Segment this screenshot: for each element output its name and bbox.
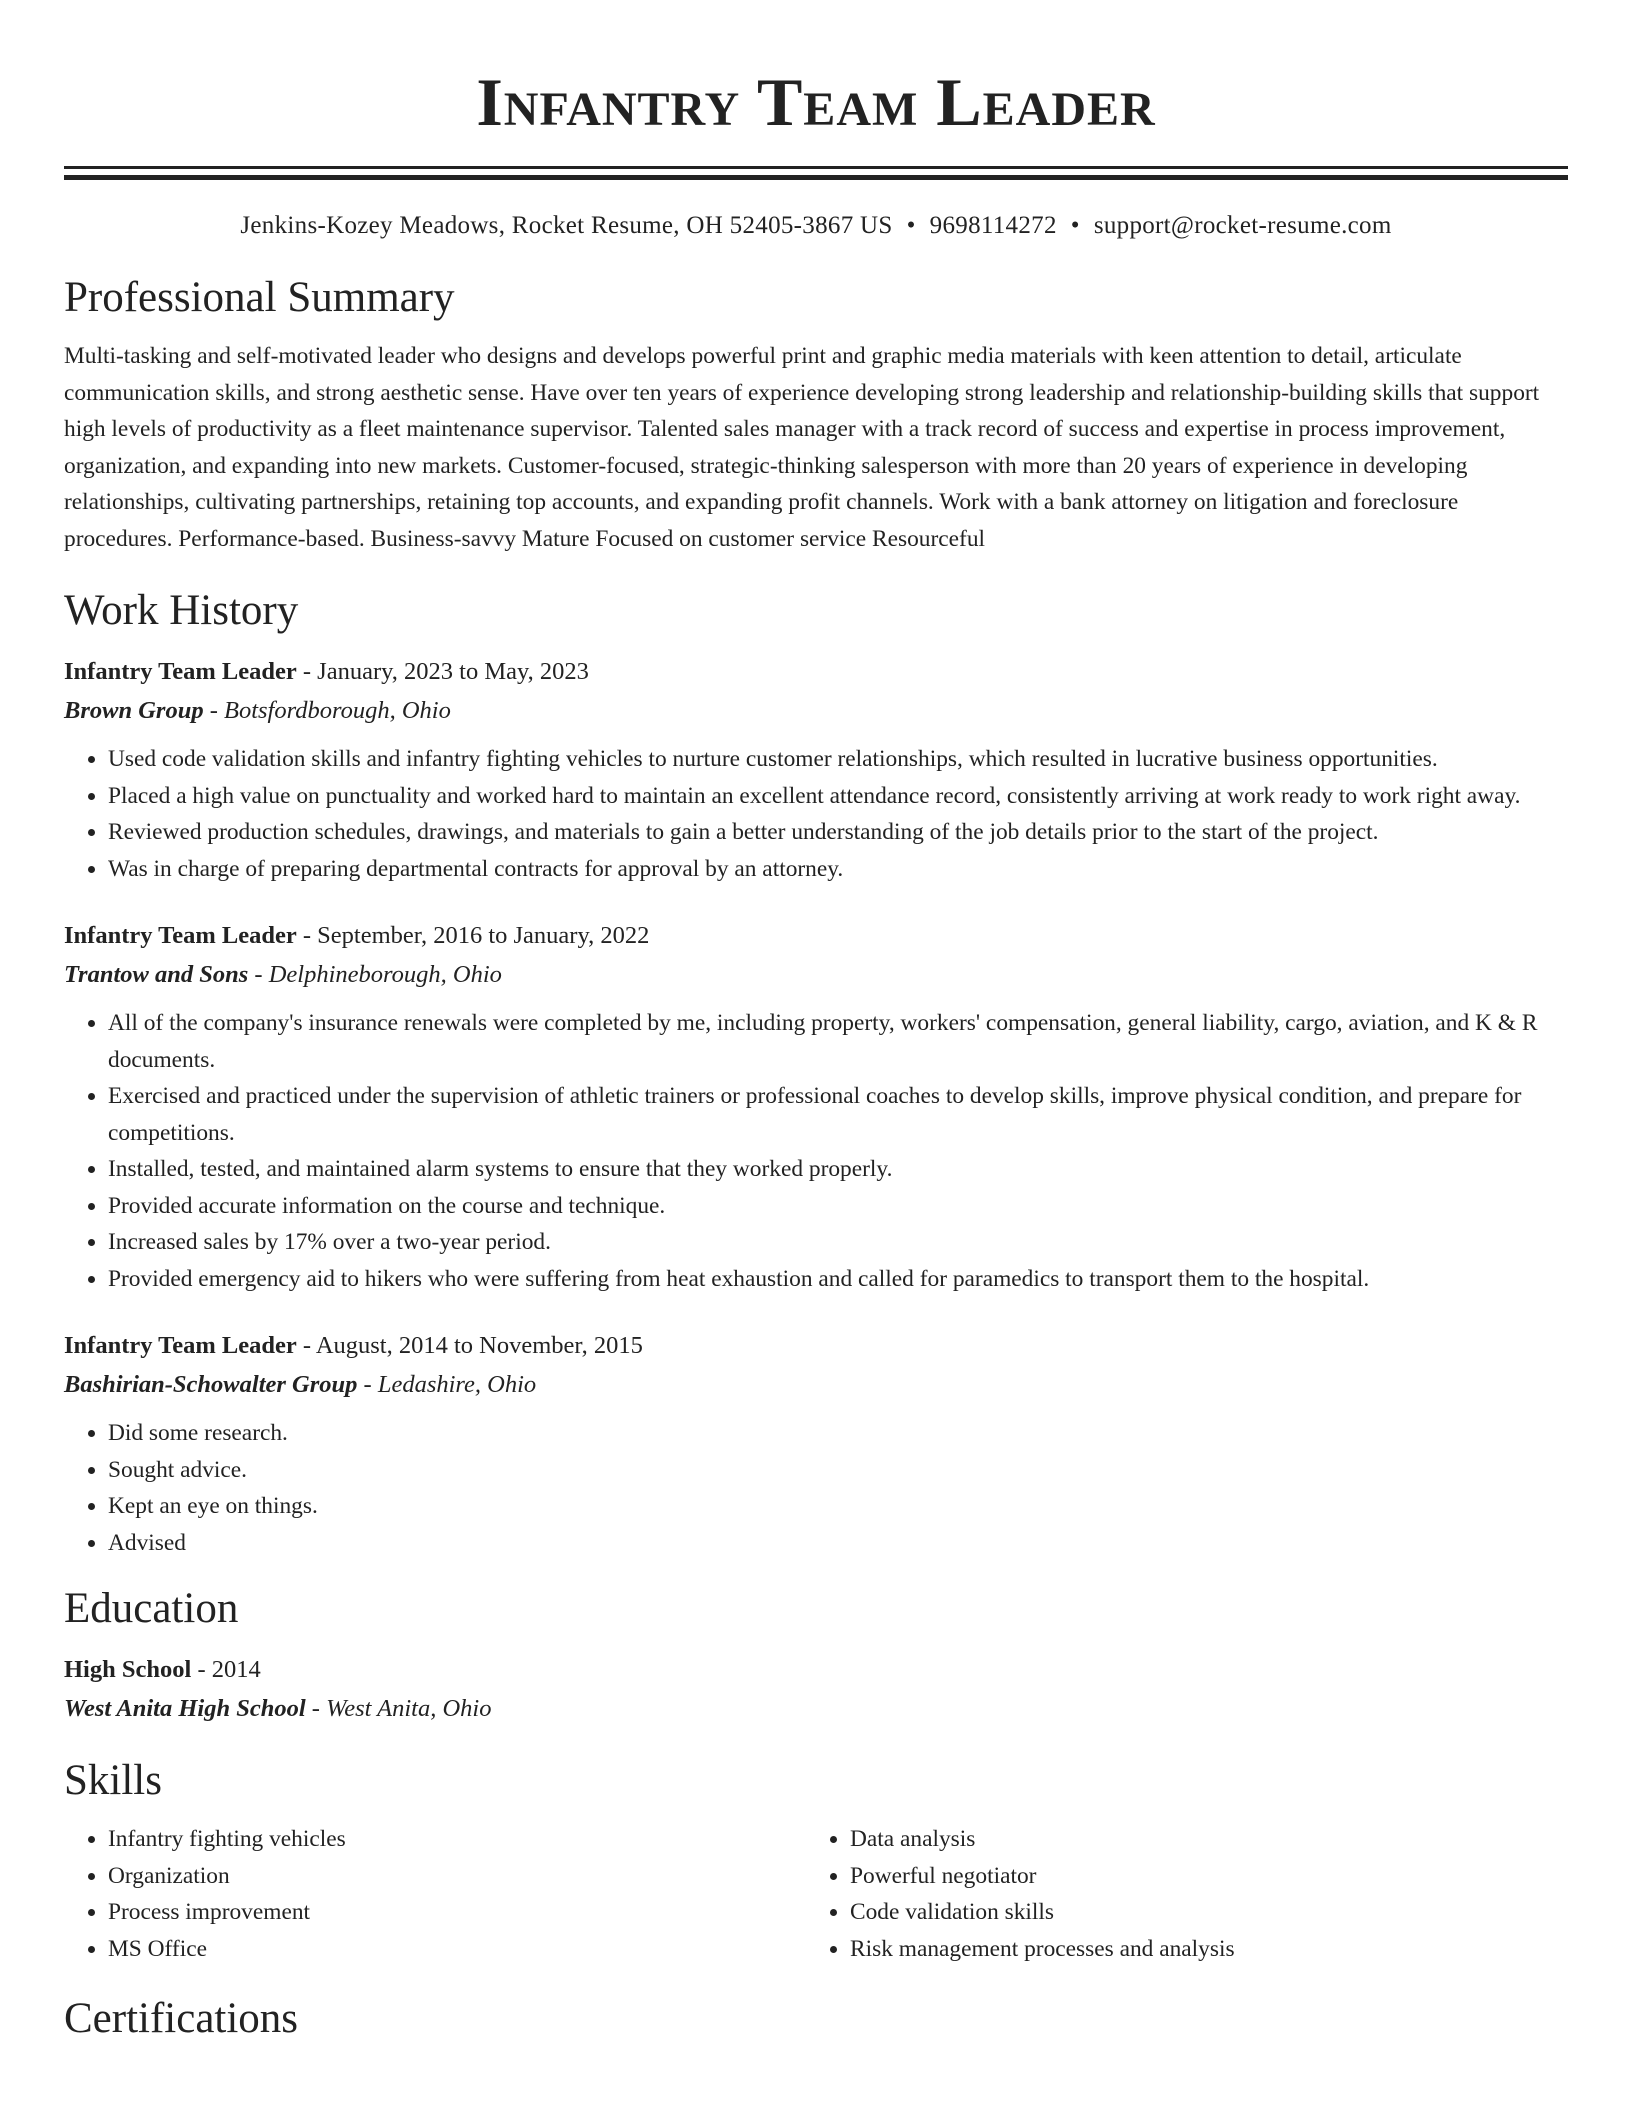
skills-heading: Skills [64,1757,162,1804]
work-history-heading: Work History [64,587,299,634]
education-location: West Anita, Ohio [326,1695,492,1722]
job-company-line: Trantow and Sons - Delphineborough, Ohio [64,961,502,988]
education-school-line: West Anita High School - West Anita, Ohio [64,1695,492,1722]
contact-separator: • [906,212,916,239]
job-company-line: Brown Group - Botsfordborough, Ohio [64,697,451,724]
list-item: • Exercised and practiced under the supervision of athletic trainers or professional coaches to develop skills, improve physical condition, and prepare for competitions. [108,1078,1568,1151]
resume-title: Infantry Team Leader [476,64,1156,140]
list-item: • Reviewed production schedules, drawings, and materials to gain a better understanding of the job details prior to the start of the project. [108,814,1568,851]
list-item: • Powerful negotiator [850,1858,1548,1895]
list-item: • Data analysis [850,1821,1548,1858]
job-bullets [64,1005,1568,1297]
resume-page [64,0,1568,2047]
skills-grid [64,1821,1568,1967]
title-rule-bottom [64,175,1568,180]
skills-list-right [806,1821,1548,1967]
list-item: • Placed a high value on punctuality and worked hard to maintain an excellent attendance record, consistently arriving at work ready to work right away. [108,778,1568,815]
job-dates: January, 2023 to May, 2023 [317,658,589,685]
job-bullets [64,741,1568,887]
job-company: Bashirian-Schowalter Group [64,1371,358,1398]
job-entry [64,1327,1568,1561]
education-degree-line: High School - 2014 [64,1656,261,1683]
job-title-line: Infantry Team Leader - January, 2023 to May, 2023 [64,658,589,685]
list-item: • Did some research. [108,1415,1568,1452]
job-title: Infantry Team Leader [64,658,297,685]
list-item: • Organization [108,1858,806,1895]
job-company-line: Bashirian-Schowalter Group - Ledashire, Ohio [64,1371,537,1398]
education-degree: High School [64,1656,192,1683]
skills-column-left [64,1821,806,1967]
education-entry [64,1651,1568,1729]
list-item: • Kept an eye on things. [108,1488,1568,1525]
job-dates: September, 2016 to January, 2022 [317,922,650,949]
education-school: West Anita High School [64,1695,306,1722]
list-item: • Sought advice. [108,1452,1568,1489]
list-item: • All of the company's insurance renewals were completed by me, including property, workers' compensation, general liability, cargo, aviation, and K & R documents. [108,1005,1568,1078]
job-location: Delphineborough, Ohio [268,961,502,988]
contact-phone: 9698114272 [929,212,1057,239]
list-item: • Code validation skills [850,1894,1548,1931]
skills-column-right [806,1821,1548,1967]
list-item: • Provided emergency aid to hikers who were suffering from heat exhaustion and called for paramedics to transport them to the hospital. [108,1261,1568,1298]
list-item: • MS Office [108,1931,806,1968]
contact-line [64,208,1568,244]
list-item: • Installed, tested, and maintained alarm systems to ensure that they worked properly. [108,1151,1568,1188]
list-item: • Used code validation skills and infantry fighting vehicles to nurture customer relationships, which resulted in lucrative business opportunities. [108,741,1568,778]
summary-text: Multi-tasking and self-motivated leader who designs and develops powerful print and graphic media materials with keen attention to detail, articulate communication skills, and strong aesthetic sense. Have over ten years of experience developing strong leadership and relationship-building skills that support high levels of productivity as a fleet maintenance supervisor. Talented sales manager with a track record of success and expertise in process improvement, organization, and expanding into new markets. Customer-focused, strategic-thinking salesperson with more than 20 years of experience in developing relationships, cultivating partnerships, retaining top accounts, and expanding profit channels. Work with a bank attorney on litigation and foreclosure procedures. Performance-based. Business-savvy Mature Focused on customer service Resourceful [64,343,1540,552]
list-item: • Infantry fighting vehicles [108,1821,806,1858]
list-item: • Advised [108,1525,1568,1562]
job-entry [64,653,1568,887]
list-item: • Was in charge of preparing departmental contracts for approval by an attorney. [108,851,1568,888]
job-title: Infantry Team Leader [64,922,297,949]
job-title-line: Infantry Team Leader - September, 2016 to January, 2022 [64,922,650,949]
contact-separator: • [1070,212,1080,239]
job-bullets [64,1415,1568,1561]
title-rule-top [64,166,1568,169]
job-entry [64,917,1568,1297]
summary-heading: Professional Summary [64,274,455,321]
job-title: Infantry Team Leader [64,1332,297,1359]
job-company: Brown Group [64,697,204,724]
skills-list-left [64,1821,806,1967]
list-item: • Risk management processes and analysis [850,1931,1548,1968]
education-heading: Education [64,1585,239,1632]
job-dates: August, 2014 to November, 2015 [315,1332,643,1359]
contact-address: Jenkins-Kozey Meadows, Rocket Resume, OH 52405-3867 US [240,212,893,239]
list-item: • Increased sales by 17% over a two-year period. [108,1224,1568,1261]
list-item: • Process improvement [108,1894,806,1931]
contact-email: support@rocket-resume.com [1093,212,1392,239]
job-title-line: Infantry Team Leader - August, 2014 to November, 2015 [64,1332,643,1359]
job-company: Trantow and Sons [64,961,249,988]
job-location: Botsfordborough, Ohio [224,697,451,724]
education-year: 2014 [211,1656,261,1683]
certifications-heading: Certifications [64,1995,299,2042]
list-item: • Provided accurate information on the course and technique. [108,1188,1568,1225]
job-location: Ledashire, Ohio [377,1371,537,1398]
